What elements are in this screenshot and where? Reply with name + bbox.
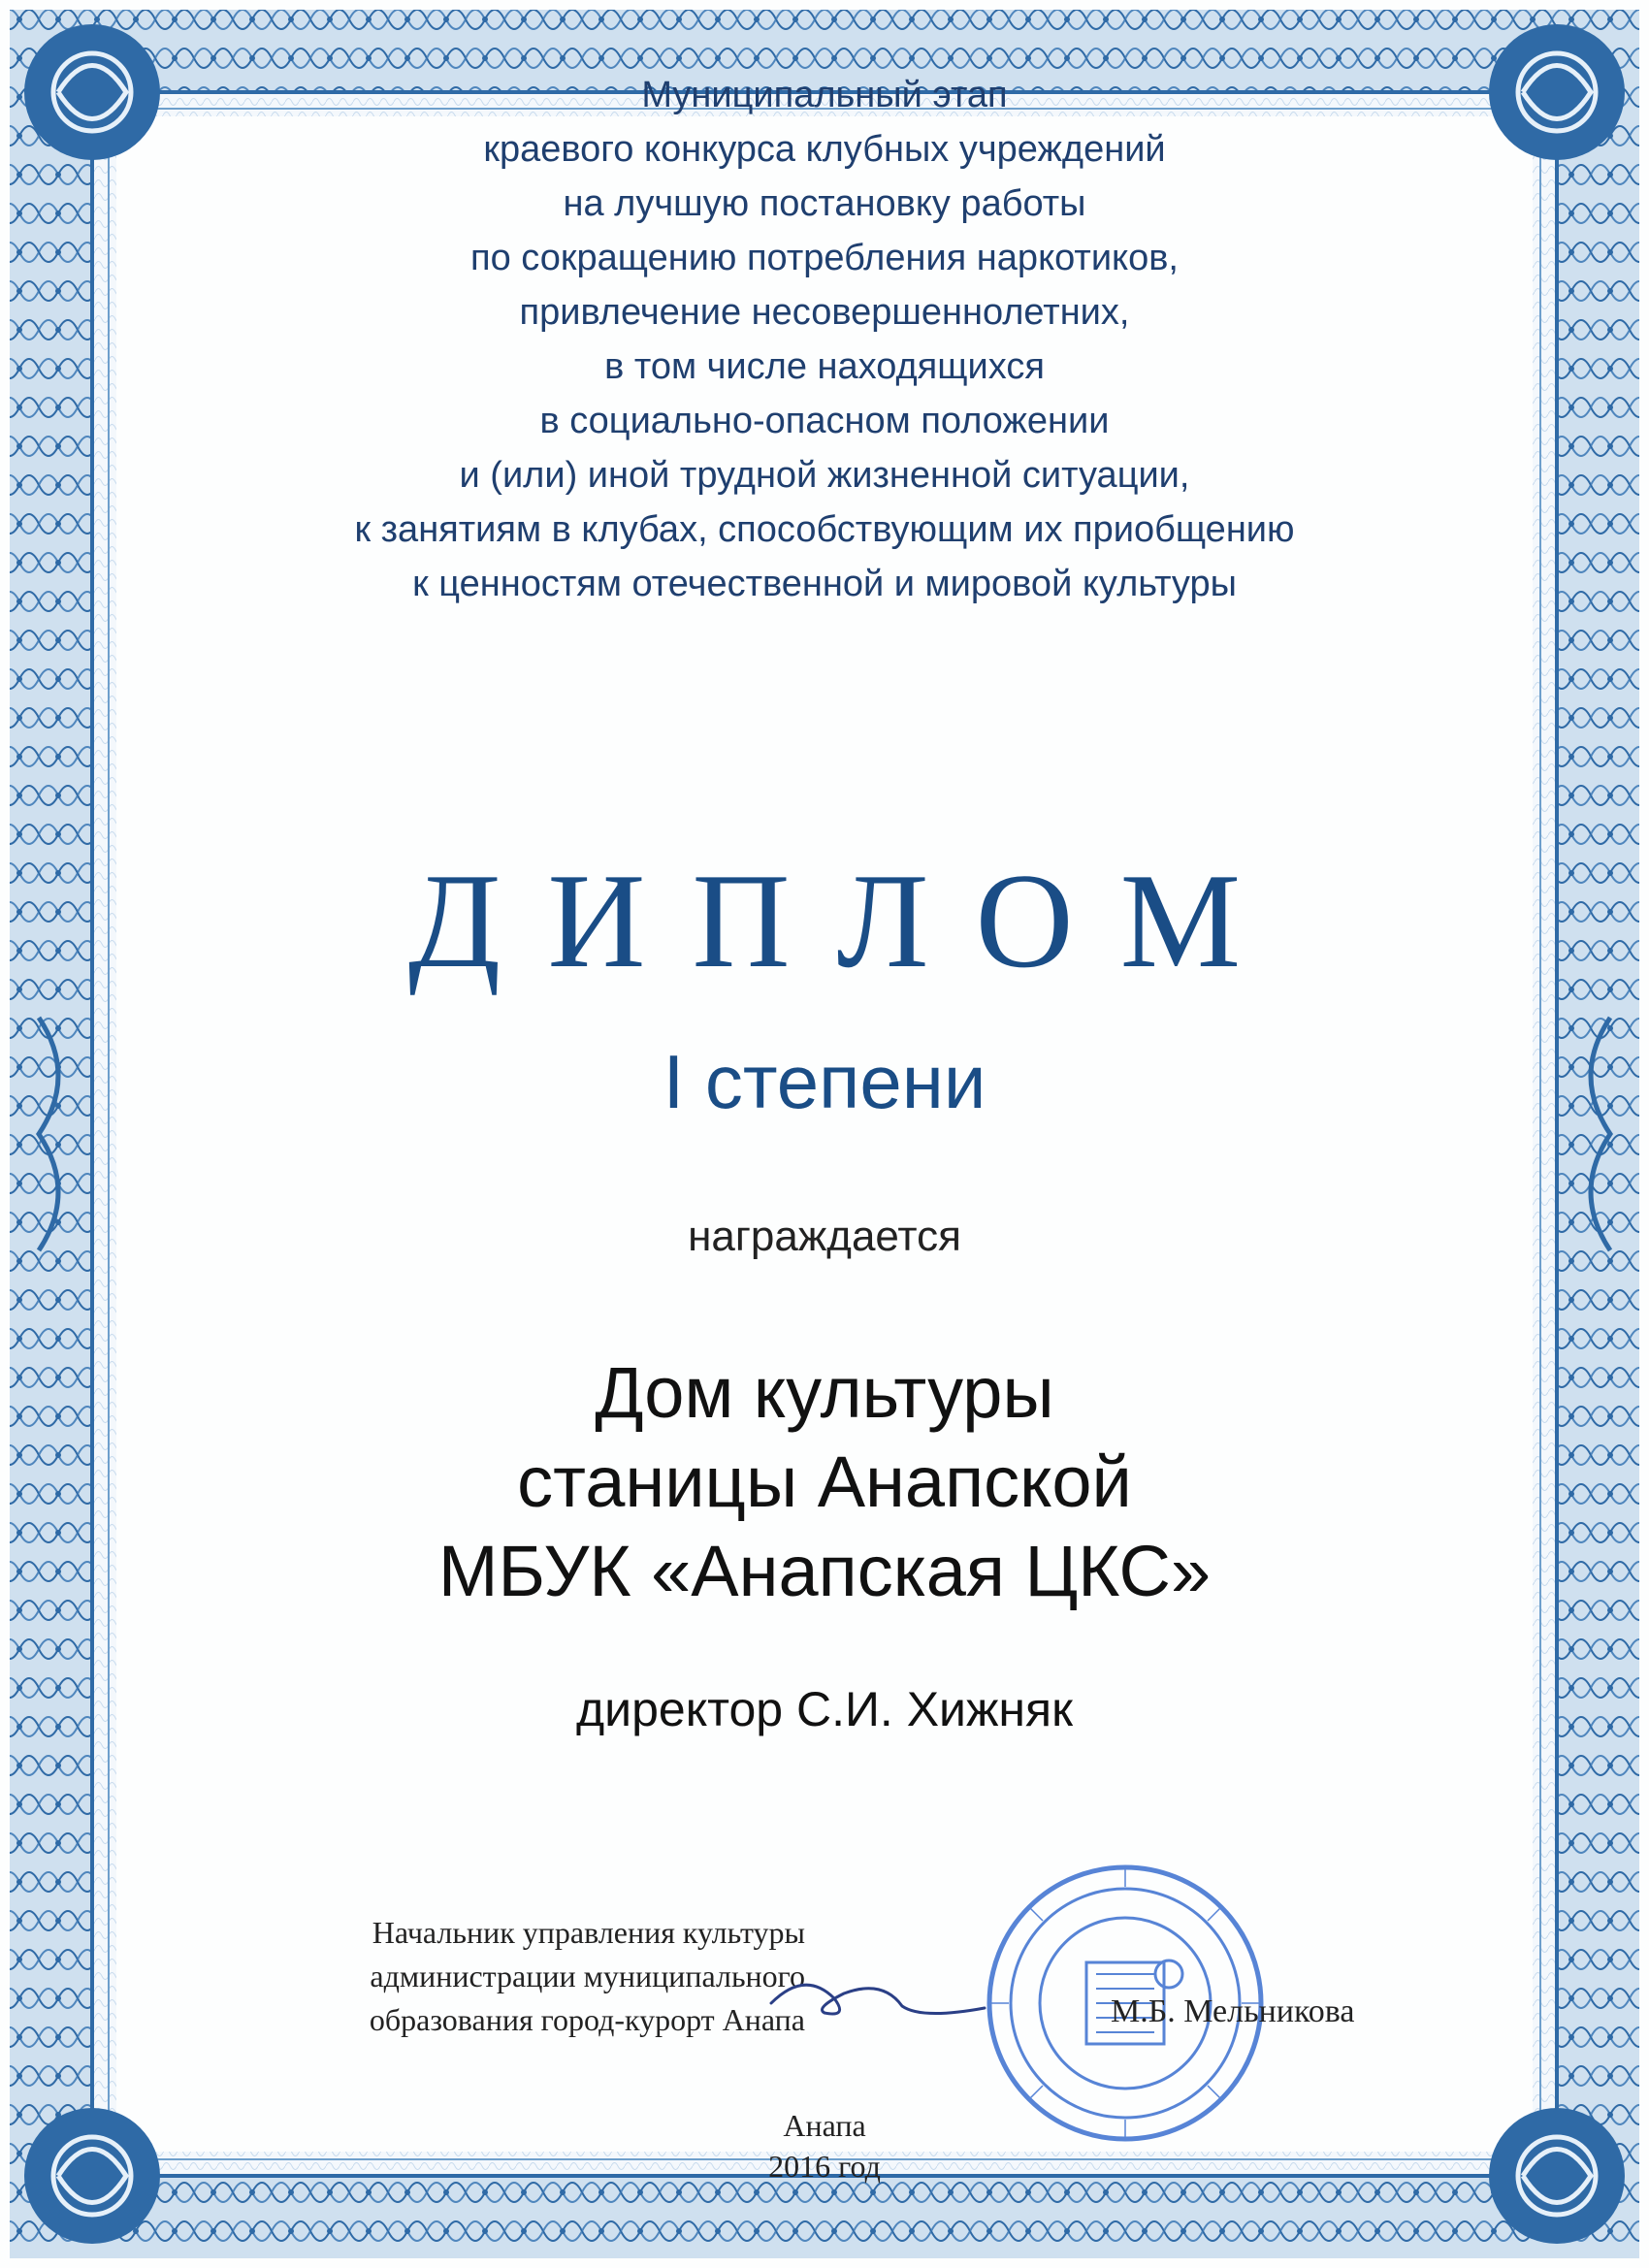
- header-line: в социально-опасном положении: [539, 401, 1110, 441]
- recipient-director: директор С.И. Хижняк: [575, 1682, 1073, 1736]
- header-line: к занятиям в клубах, способствующим их приобщению: [354, 509, 1295, 550]
- signer-title: [184, 1911, 805, 2042]
- recipient-line: Дом культуры: [595, 1352, 1054, 1433]
- contest-description: [194, 68, 1455, 611]
- header-line: и (или) иной трудной жизненной ситуации,: [459, 455, 1190, 496]
- recipient-line: МБУК «Анапская ЦКС»: [437, 1531, 1212, 1611]
- signer-title-line: Начальник управления культуры: [372, 1915, 805, 1950]
- diploma-content: [194, 68, 1455, 2202]
- header-line: на лучшую постановку работы: [563, 183, 1086, 224]
- header-line: в том числе находящихся: [604, 346, 1045, 387]
- header-line: к ценностям отечественной и мировой культуры: [412, 564, 1237, 604]
- recipient-line: станицы Анапской: [517, 1442, 1132, 1522]
- signer-title-line: образования город-курорт Анапа: [369, 2002, 805, 2037]
- header-line: Муниципальный этап: [641, 75, 1008, 115]
- header-line: по сокращению потребления наркотиков,: [470, 238, 1179, 278]
- diploma-degree: I степени: [663, 1039, 986, 1124]
- place-and-year: [194, 2105, 1455, 2187]
- recipient-name: [194, 1348, 1455, 1616]
- signer-title-line: администрации муниципального: [370, 1959, 805, 1993]
- handwritten-signature-icon: [766, 1960, 989, 2037]
- header-line: краевого конкурса клубных учреждений: [483, 129, 1166, 170]
- diploma-title: ДИПЛОМ: [407, 846, 1288, 996]
- header-line: привлечение несовершеннолетних,: [519, 292, 1130, 333]
- awarded-label: награждается: [688, 1213, 961, 1260]
- year: 2016 год: [768, 2149, 881, 2184]
- signer-name: М.Б. Мельникова: [1111, 1993, 1355, 2029]
- place: Анапа: [783, 2108, 866, 2143]
